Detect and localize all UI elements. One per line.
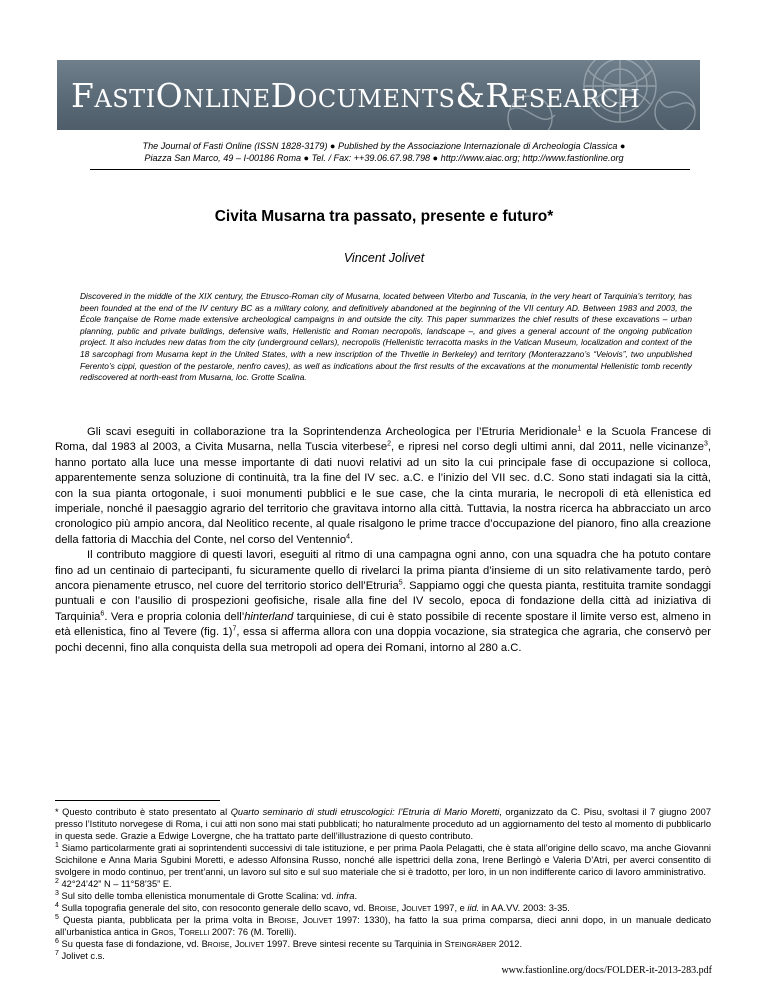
journal-banner-title: FASTIONLINEDOCUMENTS&RESEARCH <box>71 76 641 115</box>
footnote-3: $^3$ Sul sito delle tomba ellenistica monumentale di Grotte Scalina: vd. infra. <box>55 889 358 901</box>
article-abstract: Discovered in the middle of the XIX century, the Etrusco-Roman city of Musarna, located between Viterbo and Tuscania, in the very heart of Tarquinia’s territory, has been founded at the end of the IV century BC as a military colony, and definitively abandoned at the beginning of the VII century AD. Between 1983 and 2003, the École française de Rome made extensive archeological campaigns in and outside the city. This paper summarizes the chief results of these excavations – urban planning, public and private buildings, defensive walls, Hellenistic and Roman necropolis, landscape –, and gives a general account of the ongoing publication project. It also includes new datas from the city (underground cellars), necropolis (Hellenistic terracotta masks in the Vatican Museum, localization and context of the 18 sarcophagi from Musarna kept in the United States, with a new inscription of the Thvetlie in Berkeley) and territory (Monterazzano’s “Veiovis”, two unpublished Ferento’s cippi, question of the pestarole, nenfro caves), as well as indications about the first results of the excavations at the monumental Hellenistic tomb recently rediscovered at north-east from Musarna, loc. Grotte Scalina. <box>80 291 692 383</box>
journal-info-line-1: The Journal of Fasti Online (ISSN 1828-3179) ● Published by the Associazione Internazionale di Archeologia Classica ● <box>142 141 626 151</box>
footnote-ref: 7 <box>232 625 237 633</box>
article-author: Vincent Jolivet <box>343 251 425 265</box>
footnote-6: $^6$ Su questa fase di fondazione, vd. Broise, Jolivet 1997. Breve sintesi recente su Tarquinia in Steingräber 2012. <box>55 937 523 949</box>
journal-banner <box>57 60 700 130</box>
footnote-ref: 2 <box>387 440 392 448</box>
footnote-2: $^2$ 42°24’42” N – 11°58’35” E. <box>55 877 172 889</box>
footnote-ref: 6 <box>100 610 105 618</box>
footnote-ref: 1 <box>577 425 582 433</box>
footnote-1: $^1$ Siamo particolarmente grati ai soprintendenti successivi di tale istituzione, e per prima Paola Pelagatti, che è stata all’origine dello scavo, ma anche Giovanni Scichilone e Anna Maria Sgubini Moretti, e adesso Alfonsina Russo, nonché alle ispettrici della zona, Irene Berlingò e Valeria D’Atri, per averci consentito di svolgere in modo continuo, per trent’anni, un lavoro sul sito e sul suo materiale che si è tradotto, per loro, in un non indifferente carico di lavoro amministrativo. <box>55 841 711 877</box>
footnote-7: $^7$ Jolivet c.s. <box>55 949 105 961</box>
footnote-4: $^4$ Sulla topografia generale del sito, con resoconto generale dello scavo, vd. Broise, Jolivet 1997, e iid. in AA.VV. 2003: 3-35. <box>55 901 570 913</box>
page-url: www.fastionline.org/docs/FOLDER-it-2013-283.pdf <box>501 965 712 976</box>
footnotes <box>55 806 711 962</box>
footnote-divider <box>55 800 220 801</box>
journal-info-line-2: Piazza San Marco, 49 – I-00186 Roma ● Tel. / Fax: ++39.06.67.98.798 ● http://www.aiac.org; http://www.fastionline.org <box>144 153 624 163</box>
footnote-ref: 3 <box>703 440 708 448</box>
header-divider <box>90 169 690 170</box>
body-paragraph: Il contributo maggiore di questi lavori, eseguiti al ritmo di una campagna ogni anno, con una squadra che ha potuto contare fino ad un centinaio di partecipanti, fu sicuramente quello di rivelarci la prima pianta d’insieme di un sito relativamente tardo, però ancora pienamente etrusco, nel cuore del territorio storico dell’Etruria$^5$. Sappiamo oggi che questa pianta, restituita tramite sondaggi puntuali e con l’ausilio di prospezioni geofisiche, risale alla fine del IV secolo, epoca di fondazione della città ad iniziativa di Tarquinia$^6$. Vera e propria colonia dell’hinterland tarquiniese, di cui è stato possibile di recente spostare il limite verso est, almeno in età ellenistica, fino al Tevere (fig. 1)$^7$, essa si afferma allora con una doppia vocazione, sia strategica che agraria, che conservò per pochi decenni, fino alla conquista della sua metropoli ad opera dei Romani, intorno al 280 a.C. <box>55 549 712 654</box>
footnote-ref: 4 <box>346 533 350 541</box>
footnote-5: $^5$ Questa pianta, pubblicata per la prima volta in Broise, Jolivet 1997: 1330), ha fatto la sua prima comparsa, dieci anni dopo, in un manuale dedicato all’urbanistica antica in Gros, Torelli 2007: 76 (M. Torelli). <box>55 913 711 937</box>
footnote-ref: 5 <box>398 579 403 587</box>
body-paragraph: Gli scavi eseguiti in collaborazione tra la Soprintendenza Archeologica per l’Etruria Meridionale$^1$ e la Scuola Francese di Roma, dal 1983 al 2003, a Civita Musarna, nella Tuscia viterbese$^2$, e ripresi nel corso degli ultimi anni, dal 2011, nelle vicinanze$^3$, hanno portato alla luce una messe importante di dati nuovi relativi ad un sito la cui principale fase di occupazione si colloca, apparentemente senza soluzione di continuità, tra la fine del IV sec. a.C. e l’inizio del VII sec. d.C. Sono stati indagati sia la città, con la sua pianta ortogonale, i suoi monumenti pubblici e le sue case, che la cinta muraria, le necropoli di età ellenistica ed imperiale, nonché il paesaggio agrario del territorio che gravitava intorno alla città. Tuttavia, la nostra ricerca ha abbracciato un arco cronologico più ampio ancora, dal Neolitico recente, al quale risalgono le prime tracce d’occupazione del pianoro, fino alla creazione della fattoria di Macchia del Conte, nel corso del Ventennio$^4$. <box>55 425 711 546</box>
article-body <box>55 425 711 656</box>
article-title: Civita Musarna tra passato, presente e futuro* <box>214 208 554 225</box>
footnote-star: * Questo contributo è stato presentato al Quarto seminario di studi etruscologici: l’Etruria di Mario Moretti, organizzato da C. Pisu, svoltasi il 7 giugno 2007 presso l’Istituto norvegese di Roma, i cui atti non sono mai stati pubblicati; ho naturalmente proceduto ad un aggiornamento del testo al momento di pubblicarlo in questa sede. Grazie a Edwige Lovergne, che ha trattato parte dell’illustrazione di questo contributo. <box>55 807 711 841</box>
